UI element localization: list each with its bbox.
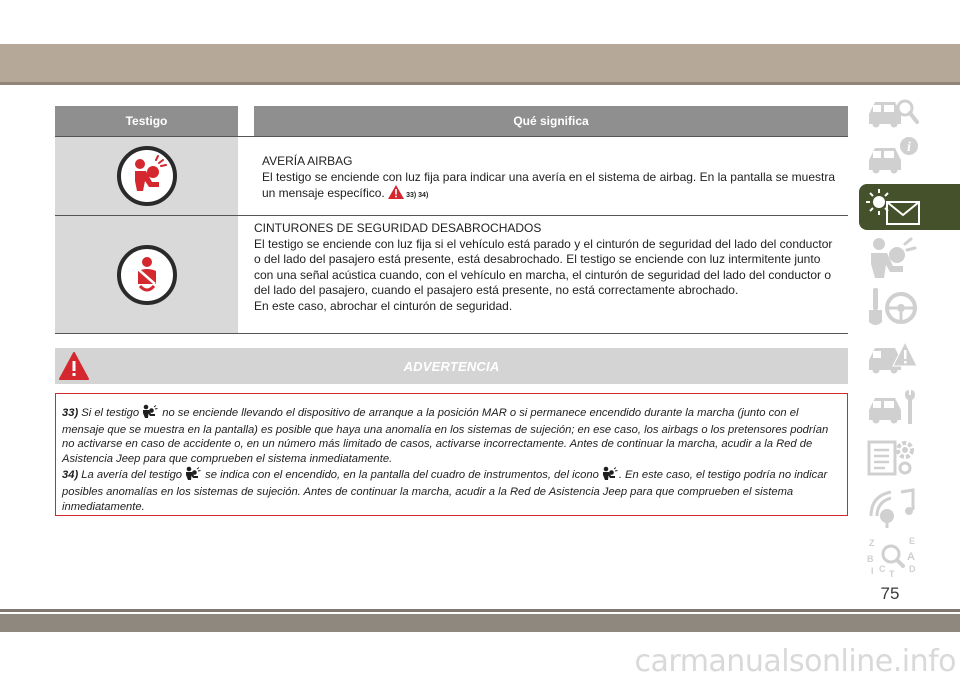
tab-multimedia[interactable]	[859, 484, 960, 530]
car-info-icon	[865, 136, 921, 178]
specs-gear-icon	[865, 436, 921, 478]
airbag-warning-icon	[117, 146, 177, 206]
svg-text:B: B	[867, 554, 874, 564]
table-row	[55, 216, 848, 334]
car-emergency-icon	[865, 336, 921, 378]
warning-item-number: 33)	[62, 407, 79, 419]
car-wrench-icon	[865, 386, 921, 428]
warning-light-message-icon	[865, 186, 925, 228]
warning-title: ADVERTENCIA	[403, 358, 500, 374]
airbag-small-icon	[183, 466, 201, 485]
tab-safety[interactable]	[859, 234, 960, 280]
tab-car-search[interactable]	[859, 88, 960, 134]
header-testigo: Testigo	[125, 114, 168, 128]
tab-car-info[interactable]	[859, 134, 960, 180]
airbag-small-icon	[140, 404, 158, 423]
warning-triangle-icon	[388, 185, 404, 204]
warning-lights-table	[55, 106, 848, 334]
svg-text:I: I	[871, 566, 874, 576]
row-title: AVERÍA AIRBAG	[262, 154, 353, 168]
table-row	[55, 136, 848, 216]
tab-start-driving[interactable]	[859, 284, 960, 330]
svg-text:D: D	[909, 564, 916, 574]
multimedia-icon	[865, 486, 921, 528]
header-significa: Qué significa	[513, 114, 589, 128]
warning-header	[55, 348, 848, 384]
footnote-refs: 33) 34)	[406, 192, 429, 199]
svg-text:C: C	[879, 564, 886, 574]
tab-warning-lights[interactable]	[859, 184, 960, 230]
svg-text:Z: Z	[869, 538, 875, 548]
svg-text:E: E	[909, 536, 916, 546]
row-text-2: En este caso, abrochar el cinturón de seguridad.	[254, 298, 513, 313]
tab-specifications[interactable]	[859, 434, 960, 480]
warning-box	[55, 393, 848, 516]
watermark: carmanualsonline.info	[634, 644, 956, 678]
top-band-shadow	[0, 82, 960, 85]
svg-text:A: A	[907, 551, 915, 563]
table-header	[55, 106, 848, 136]
warning-item: 33) Si el testigo no se enciende llevando el dispositivo de arranque a la posición MAR o si permanece encendido durante la marcha (junto con el mensaje que se muestra en la pantalla) es posible que haya una anomalía en los sistemas de sujeción; en ese caso, los airbags o los pretensores podrían no activarse en caso de accidente o, en un número más limitado de casos, activarse incorrectamente. Antes de continuar la marcha, acudir a la Red de Asistencia Jeep para que comprueben el sistema inmediatamente.	[62, 404, 839, 466]
warning-item: 34) La avería del testigo se indica con el encendido, en la pantalla del cuadro de instrumentos, del icono . En este caso, el testigo podría no indicar posibles anomalías en los sistemas de sujeción. Antes de continuar la marcha, acudir a la Red de Asistencia Jeep para que comprueben el sistema inmediatamente.	[62, 466, 839, 514]
car-search-icon	[865, 90, 921, 132]
bottom-band	[0, 614, 960, 632]
top-band	[0, 44, 960, 82]
tab-maintenance[interactable]	[859, 384, 960, 430]
tab-emergency[interactable]	[859, 334, 960, 380]
row-text: El testigo se enciende con luz fija para indicar una avería en el sistema de airbag. En la pantalla se muestra un mensaje específico.	[262, 169, 835, 200]
key-steering-wheel-icon	[865, 286, 921, 328]
alphabetical-index-icon	[865, 536, 921, 578]
row-title: CINTURONES DE SEGURIDAD DESABROCHADOS	[254, 221, 542, 235]
row-text: El testigo se enciende con luz fija si el vehículo está parado y el cinturón de seguridad del lado del conductor o del lado del pasajero está presente, está desabrochado. El testigo se enciende con luz intermitente junto con una señal acústica cuando, con el vehículo en marcha, el cinturón de seguridad del lado del conductor o del lado del pasajero, cuando el pasajero está presente, no está correctamente abrochado.	[254, 236, 833, 297]
bottom-band-line	[0, 609, 960, 612]
tab-index[interactable]	[859, 534, 960, 580]
airbag-small-icon	[600, 466, 618, 485]
page-number: 75	[880, 584, 900, 603]
seatbelt-warning-icon	[117, 245, 177, 305]
svg-text:T: T	[889, 569, 895, 578]
warning-item-number: 34)	[62, 469, 79, 482]
safety-airbag-icon	[865, 236, 921, 278]
svg-text:i: i	[907, 140, 911, 155]
